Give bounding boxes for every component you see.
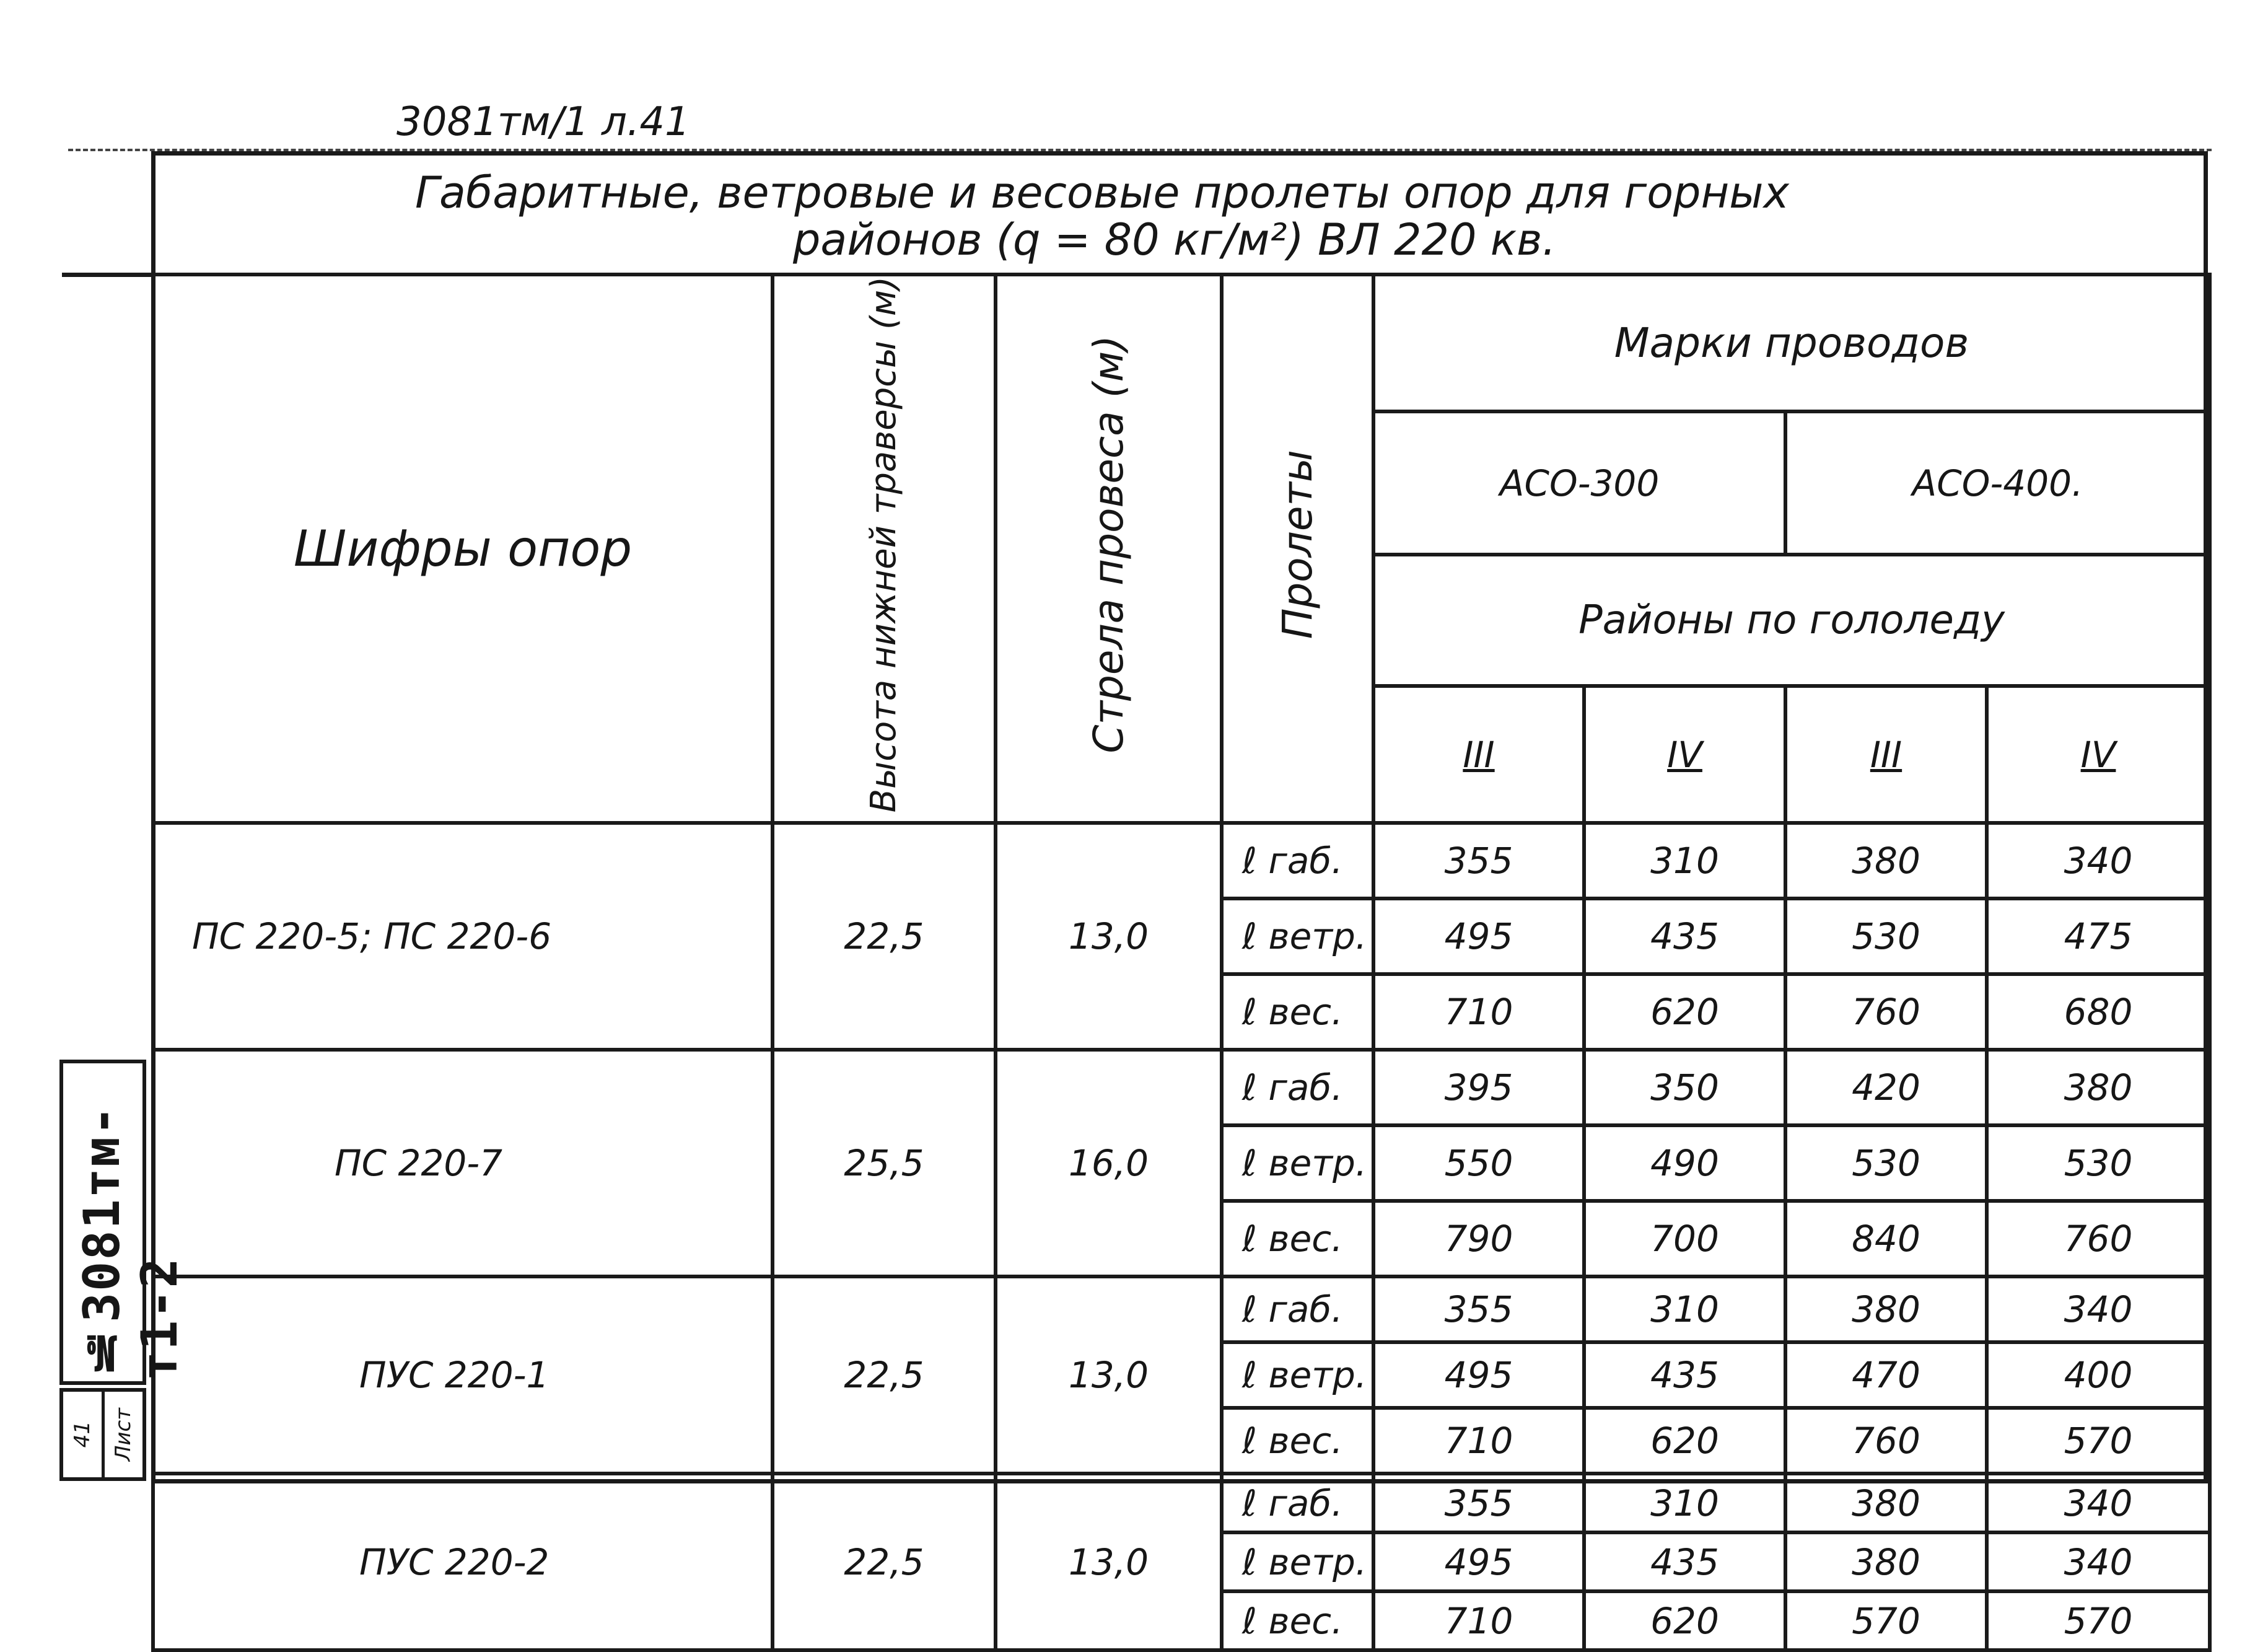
header-sag: [996, 275, 1222, 823]
table-cell: 380: [1785, 1532, 1987, 1591]
span-label: ℓ ветр.: [1222, 1342, 1373, 1408]
table-cell: 475: [1987, 898, 2210, 974]
title-line-1: Габаритные, ветровые и весовые пролеты опор для горных: [415, 167, 1789, 218]
title-block: [372, 167, 2106, 265]
table-cell: 490: [1584, 1125, 1785, 1201]
height-value: 22,5: [773, 1474, 996, 1650]
span-label: ℓ габ.: [1222, 1050, 1373, 1125]
table-row: [153, 823, 2210, 898]
table-cell: 840: [1785, 1201, 1987, 1276]
table-cell: 495: [1373, 1532, 1584, 1591]
table-cell: 570: [1785, 1591, 1987, 1650]
stamp-number: №3081тм-т1-2: [73, 1104, 188, 1381]
table-cell: 380: [1987, 1050, 2210, 1125]
table-row: [153, 1276, 2210, 1342]
table-cell: 435: [1584, 1532, 1785, 1591]
table-cell: 530: [1785, 1125, 1987, 1201]
table-cell: 340: [1987, 1532, 2210, 1591]
table-cell: 310: [1584, 823, 1785, 898]
table-cell: 355: [1373, 823, 1584, 898]
table-cell: 620: [1584, 974, 1785, 1050]
table-cell: 550: [1373, 1125, 1584, 1201]
header-region-4: IV: [1987, 686, 2210, 823]
table-cell: 710: [1373, 1591, 1584, 1650]
header-spans-text: Пролеты: [1273, 450, 1321, 639]
table-cell: 495: [1373, 898, 1584, 974]
table-cell: 310: [1584, 1276, 1785, 1342]
sheet-label-cell: [105, 1392, 143, 1477]
table-cell: 350: [1584, 1050, 1785, 1125]
table-cell: 570: [1987, 1591, 2210, 1650]
table-cell: 380: [1785, 1474, 1987, 1532]
table-cell: 470: [1785, 1342, 1987, 1408]
table-cell: 420: [1785, 1050, 1987, 1125]
header-supports: Шифры опор: [153, 275, 773, 823]
table-cell: 435: [1584, 898, 1785, 974]
header-wire-brands: Марки проводов: [1373, 275, 2210, 411]
spans-table: [151, 273, 2212, 1652]
table-cell: 710: [1373, 1408, 1584, 1474]
sag-value: 16,0: [996, 1050, 1222, 1276]
span-label: ℓ габ.: [1222, 1474, 1373, 1532]
table-cell: 760: [1785, 974, 1987, 1050]
table-cell: 620: [1584, 1591, 1785, 1650]
header-height-text: Высота нижней траверсы (м): [863, 276, 904, 813]
table-cell: 380: [1785, 823, 1987, 898]
table-row: [153, 1474, 2210, 1532]
sheet-value-cell: [63, 1392, 105, 1477]
table-cell: 380: [1785, 1276, 1987, 1342]
sheet-value: 41: [69, 1421, 95, 1448]
sheet-box: [59, 1388, 146, 1481]
span-label: ℓ вес.: [1222, 974, 1373, 1050]
table-cell: 760: [1785, 1408, 1987, 1474]
document-code: 3081тм/1 л.41: [396, 99, 690, 145]
table-cell: 570: [1987, 1408, 2210, 1474]
support-name: ПУС 220-1: [153, 1276, 773, 1474]
table-cell: 340: [1987, 1276, 2210, 1342]
height-value: 22,5: [773, 1276, 996, 1474]
header-aso400: АСО-400.: [1785, 411, 2210, 555]
table-cell: 355: [1373, 1276, 1584, 1342]
header-height: [773, 275, 996, 823]
table-cell: 400: [1987, 1342, 2210, 1408]
table-cell: 680: [1987, 974, 2210, 1050]
height-value: 25,5: [773, 1050, 996, 1276]
header-region-1: III: [1373, 686, 1584, 823]
title-line-2: районов (q = 80 кг/м²) ВЛ 220 кв.: [793, 214, 1556, 265]
table-cell: 395: [1373, 1050, 1584, 1125]
table-cell: 355: [1373, 1474, 1584, 1532]
span-label: ℓ вес.: [1222, 1408, 1373, 1474]
table-cell: 790: [1373, 1201, 1584, 1276]
span-label: ℓ ветр.: [1222, 898, 1373, 974]
support-name: ПС 220-7: [153, 1050, 773, 1276]
header-aso300: АСО-300: [1373, 411, 1785, 555]
table-cell: 620: [1584, 1408, 1785, 1474]
table-cell: 340: [1987, 823, 2210, 898]
table-cell: 495: [1373, 1342, 1584, 1408]
table-row: [153, 1050, 2210, 1125]
document-number-stamp: [59, 1060, 188, 1385]
support-name: ПС 220-5; ПС 220-6: [153, 823, 773, 1050]
sag-value: 13,0: [996, 1276, 1222, 1474]
span-label: ℓ вес.: [1222, 1201, 1373, 1276]
sag-value: 13,0: [996, 1474, 1222, 1650]
header-region-3: III: [1785, 686, 1987, 823]
header-ice-regions: Районы по гололеду: [1373, 555, 2210, 686]
table-cell: 530: [1987, 1125, 2210, 1201]
table-cell: 340: [1987, 1474, 2210, 1532]
table-cell: 530: [1785, 898, 1987, 974]
sheet-label: Лист: [111, 1407, 136, 1462]
height-value: 22,5: [773, 823, 996, 1050]
sag-value: 13,0: [996, 823, 1222, 1050]
table-cell: 760: [1987, 1201, 2210, 1276]
header-spans: [1222, 275, 1373, 823]
support-name: ПУС 220-2: [153, 1474, 773, 1650]
header-region-2: IV: [1584, 686, 1785, 823]
table-cell: 700: [1584, 1201, 1785, 1276]
span-label: ℓ ветр.: [1222, 1125, 1373, 1201]
span-label: ℓ габ.: [1222, 1276, 1373, 1342]
table-cell: 435: [1584, 1342, 1785, 1408]
header-sag-text: Стрела провеса (м): [1084, 335, 1132, 754]
span-label: ℓ ветр.: [1222, 1532, 1373, 1591]
span-label: ℓ вес.: [1222, 1591, 1373, 1650]
table-cell: 710: [1373, 974, 1584, 1050]
span-label: ℓ габ.: [1222, 823, 1373, 898]
table-cell: 310: [1584, 1474, 1785, 1532]
